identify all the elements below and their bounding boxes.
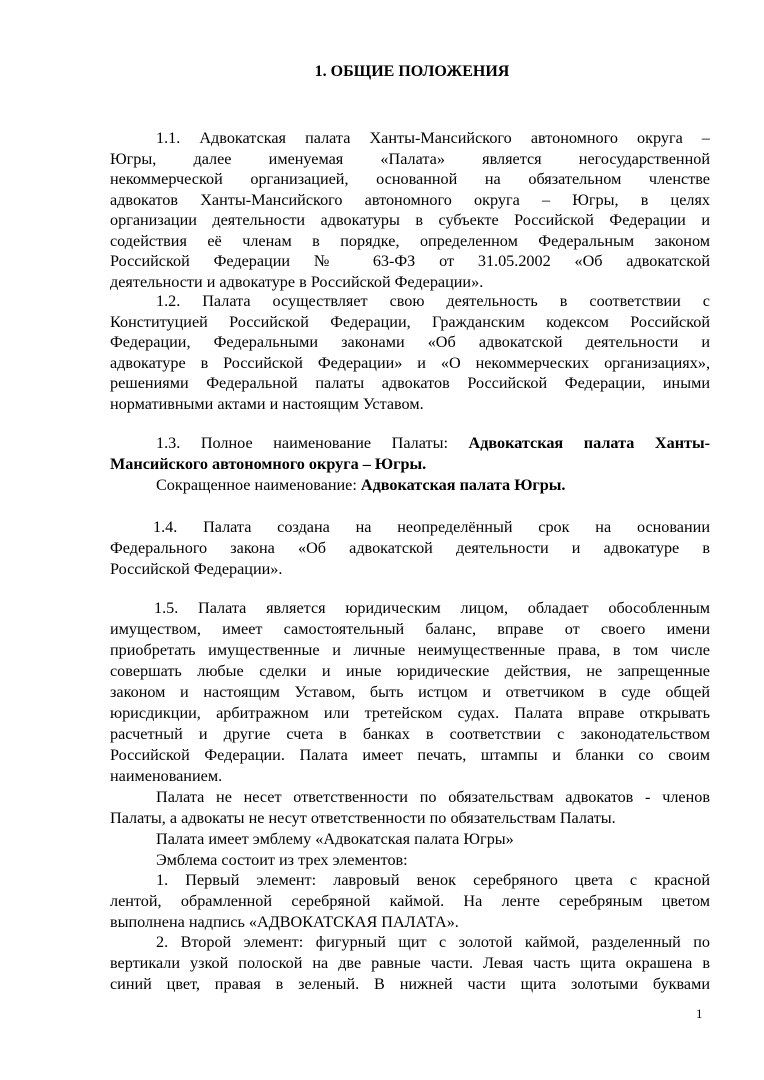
section-heading: 1. ОБЩИЕ ПОЛОЖЕНИЯ [314,63,510,80]
paragraph-line: решениями Федеральной палаты адвокатов Российской Федерации, иными [110,374,710,392]
paragraph-line: 1.4. Палата создана на неопределённый срок на основании [153,518,710,536]
page-number: 1 [696,1006,703,1021]
paragraph-line: некоммерческой организацией, основанной на обязательном членстве [110,170,710,188]
paragraph-line [156,475,710,496]
paragraph-line: Эмблема состоит из трех элементов: [156,851,408,869]
paragraph-line: синий цвет, правая в зеленый. В нижней части щита золотыми буквами [110,975,710,993]
paragraph-line: Российской Федерации № 63-ФЗ от 31.05.2002 «Об адвокатской [110,252,710,270]
paragraph-line: Российской Федерации. Палата имеет печать, штампы и бланки со своим [110,746,710,764]
paragraph-line: организации деятельности адвокатуры в субъекте Российской Федерации и [110,211,710,229]
paragraph-line: приобретать имущественные и личные неимущественные права, в том числе [110,641,710,659]
paragraph-line: 1.5. Палата является юридическим лицом, обладает обособленным [154,599,710,617]
full-name-value: Адвокатская палата Ханты- [468,434,710,452]
paragraph-line: имуществом, имеет самостоятельный баланс, вправе от своего имени [110,620,710,638]
paragraph-line: нормативными актами и настоящим Уставом. [110,394,424,413]
paragraph-line: Палата не несет ответственности по обязательствам адвокатов - членов [156,788,710,806]
paragraph-line: лентой, обрамленной серебряной каймой. На ленте серебряным цветом [110,892,710,910]
paragraph-line: расчетный и другие счета в банках в соответствии с законодательством [110,725,710,743]
full-name-value-continued: Мансийского автономного округа – Югры. [110,454,427,473]
paragraph-line: Конституцией Российской Федерации, Гражданским кодексом Российской [110,312,710,331]
paragraph-line: законом и настоящим Уставом, быть истцом и ответчиком в суде общей [110,683,710,701]
paragraph-line: содействия её членам в порядке, определенном Федеральным законом [110,231,710,250]
paragraph-line: наименованием. [110,767,223,785]
paragraph-line: Российской Федерации». [110,560,283,578]
paragraph-line: совершать любые сделки и иные юридические действия, не запрещенные [110,662,710,680]
paragraph-line: выполнена надпись «АДВОКАТСКАЯ ПАЛАТА». [110,913,459,931]
paragraph-line: Федерации, Федеральными законами «Об адвокатской деятельности и [110,333,710,351]
paragraph-line: 1.2. Палата осуществляет свою деятельность в соответствии с [156,292,710,310]
paragraph-line: 2. Второй элемент: фигурный щит с золотой каймой, разделенный по [156,933,710,951]
paragraph-line: юрисдикции, арбитражном или третейском судах. Палата вправе открывать [110,704,710,722]
paragraph-line: Югры, далее именуемая «Палата» является негосударственной [110,149,710,168]
short-name-label: Сокращенное наименование: [156,476,361,494]
paragraph-line: адвокатуре в Российской Федерации» и «О некоммерческих организациях», [110,353,710,372]
full-name-label: 1.3. Полное наименование Палаты: [156,434,469,452]
paragraph-line: вертикали узкой полоской на две равные части. Левая часть щита окрашена в [110,954,710,972]
paragraph-line: Федерального закона «Об адвокатской деятельности и адвокатуре в [110,539,710,557]
short-name-value: Адвокатская палата Югры. [360,476,566,494]
paragraph-line: 1. Первый элемент: лавровый венок серебряного цвета с красной [156,871,710,889]
paragraph-line: 1.1. Адвокатская палата Ханты-Мансийского автономного округа – [156,129,710,147]
paragraph-line [156,433,710,454]
paragraph-line: деятельности и адвокатуре в Российской Федерации». [110,272,484,291]
paragraph-line: Палаты, а адвокаты не несут ответственности по обязательствам Палаты. [110,809,616,827]
paragraph-line: Палата имеет эмблему «Адвокатская палата Югры» [156,830,514,848]
paragraph-line: адвокатов Ханты-Мансийского автономного округа – Югры, в целях [110,190,710,209]
